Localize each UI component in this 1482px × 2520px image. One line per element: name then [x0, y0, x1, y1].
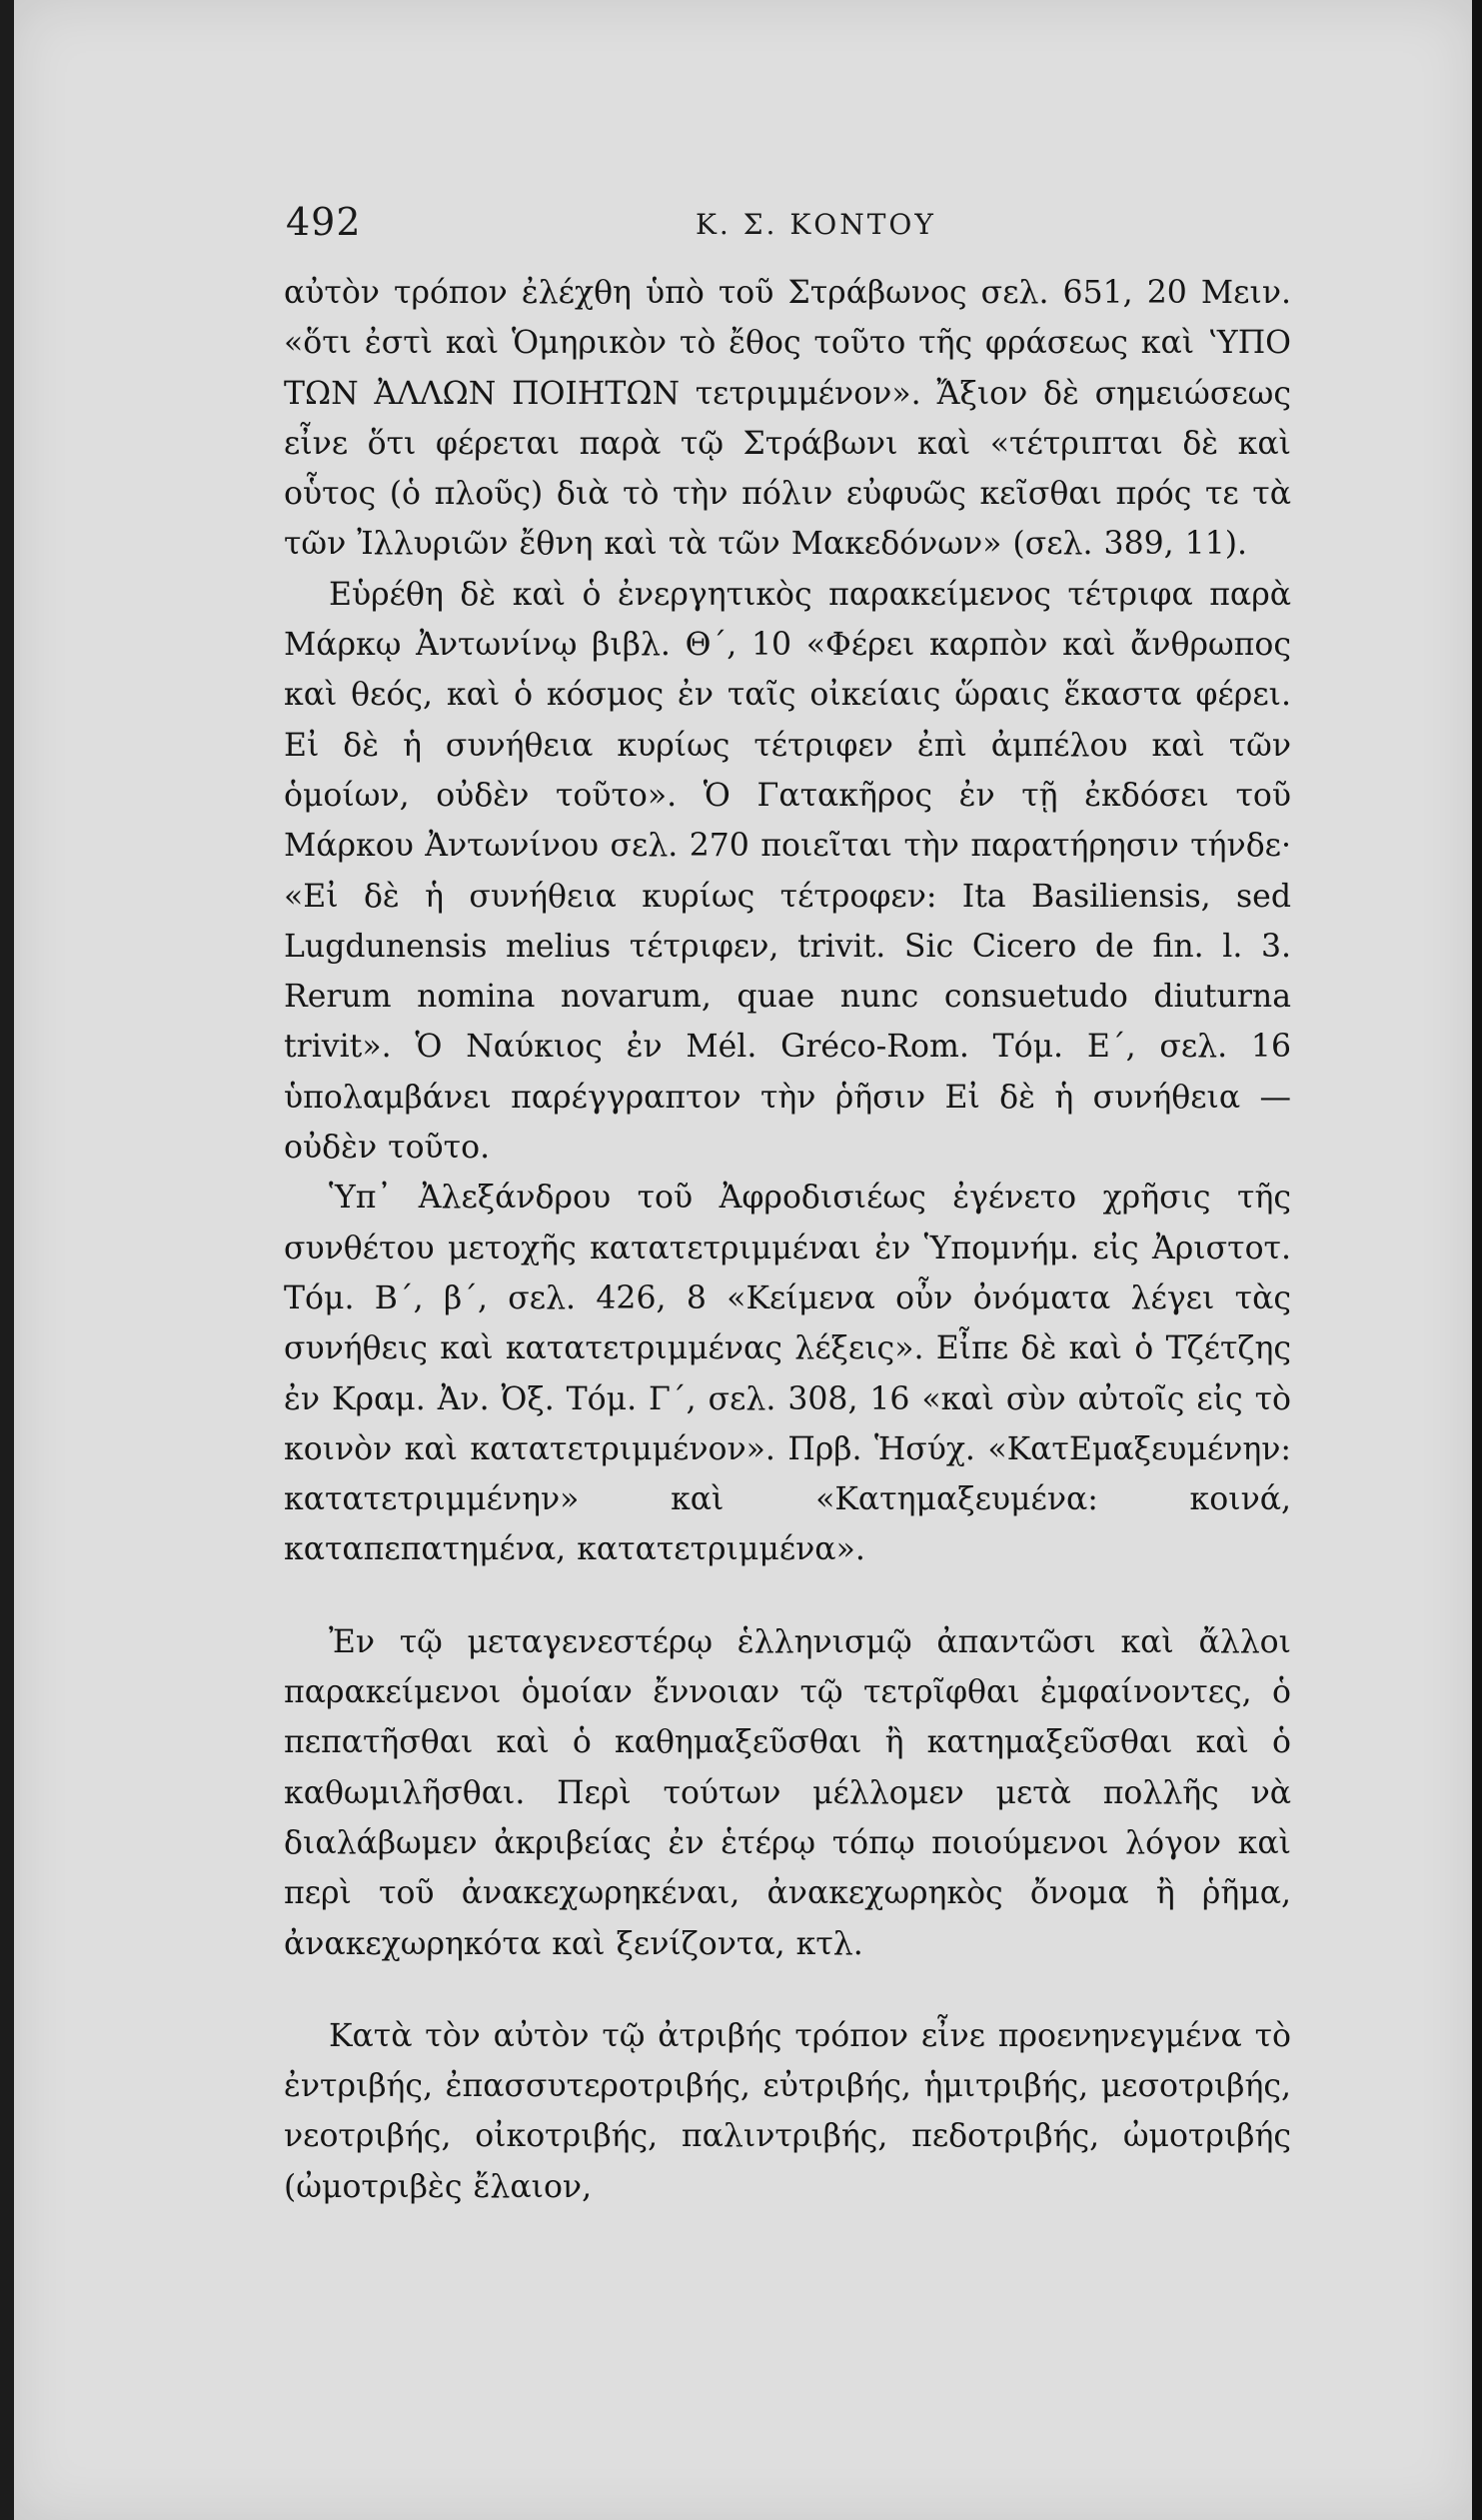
paragraph-2: Εὑρέθη δὲ καὶ ὁ ἐνεργητικὸς παρακείμενος τέτριφα παρὰ Μάρκῳ Ἀντωνίνῳ βιβλ. Θ΄, 10 «Φέρει καρπὸν καὶ ἄνθρωπος καὶ θεός, καὶ ὁ κόσμος ἐν ταῖς οἰκείαις ὥραις ἕκαστα φέρει. Εἰ δὲ ἡ συνήθεια κυρίως τέτριφεν ἐπὶ ἀμπέλου καὶ τῶν ὁμοίων, οὐδὲν τοῦτο». Ὁ Γατακῆρος ἐν τῇ ἐκδόσει τοῦ Μάρκου Ἀντωνίνου σελ. 270 ποιεῖται τὴν παρατήρησιν τήνδε· «Εἰ δὲ ἡ συνήθεια κυρίως τέτροφεν: Ita Basiliensis, sed Lugdunensis melius τέτριφεν, trivit. Sic Cicero de fin. l. 3. Rerum nomina novarum, quae nunc consuetudo diuturna trivit». Ὁ Ναύκιος ἐν Mél. Gréco-Rom. Τόμ. Ε΄, σελ. 16 ὑπολαμβάνει παρέγγραπτον τὴν ῥῆσιν Εἰ δὲ ἡ συνήθεια — οὐδὲν τοῦτο.	[284, 576, 1291, 1167]
page-edge-shadow	[1472, 0, 1482, 2520]
page-body	[284, 268, 1291, 2212]
page-number: 492	[286, 200, 362, 244]
running-head: Κ. Σ. ΚΟΝΤΟΥ	[696, 208, 936, 241]
paragraph-4: Ἐν τῷ μεταγενεστέρῳ ἑλληνισμῷ ἀπαντῶσι καὶ ἄλλοι παρακείμενοι ὁμοίαν ἔννοιαν τῷ τετρῖφθαι ἐμφαίνοντες, ὁ πεπατῆσθαι καὶ ὁ καθημαξεῦσθαι ἢ κατημαξεῦσθαι καὶ ὁ καθωμιλῆσθαι. Περὶ τούτων μέλλομεν μετὰ πολλῆς νὰ διαλάβωμεν ἀκριβείας ἐν ἑτέρῳ τόπῳ ποιούμενοι λόγον καὶ περὶ τοῦ ἀνακεχωρηκέναι, ἀνακεχωρηκὸς ὄνομα ἢ ῥῆμα, ἀνακεχωρηκότα καὶ ξενίζοντα, κτλ.	[284, 1623, 1291, 1962]
page-header	[286, 200, 1245, 250]
paragraph-3: Ὑπ᾽ Ἀλεξάνδρου τοῦ Ἀφροδισιέως ἐγένετο χρῆσις τῆς συνθέτου μετοχῆς κατατετριμμέναι ἐν Ὑπομνήμ. εἰς Ἀριστοτ. Τόμ. Β΄, β΄, σελ. 426, 8 «Κείμενα οὖν ὀνόματα λέγει τὰς συνήθεις καὶ κατατετριμμένας λέξεις». Εἶπε δὲ καὶ ὁ Τζέτζης ἐν Κραμ. Ἀν. Ὀξ. Τόμ. Γ΄, σελ. 308, 16 «καὶ σὺν αὐτοῖς εἰς τὸ κοινὸν καὶ κατατετριμμένον». Πρβ. Ἡσύχ. «ΚατΕμαξευμένην: κατατετριμμένην» καὶ «Κατημαξευμένα: κοινά, καταπεπατημένα, κατατετριμμένα».	[284, 1180, 1291, 1568]
paragraph-1: αὐτὸν τρόπον ἐλέχθη ὑπὸ τοῦ Στράβωνος σελ. 651, 20 Μειν. «ὅτι ἐστὶ καὶ Ὁμηρικὸν τὸ ἔθος τοῦτο τῆς φράσεως καὶ ʽΥΠΟ ΤΩΝ ἈΛΛΩΝ ΠΟΙΗΤΩΝ τετριμμένον». Ἄξιον δὲ σημειώσεως εἶνε ὅτι φέρεται παρὰ τῷ Στράβωνι καὶ «τέτριπται δὲ καὶ οὗτος (ὁ πλοῦς) διὰ τὸ τὴν πόλιν εὐφυῶς κεῖσθαι πρός τε τὰ τῶν Ἰλλυριῶν ἔθνη καὶ τὰ τῶν Μακεδόνων» (σελ. 389, 11).	[284, 275, 1291, 563]
book-page	[14, 0, 1475, 2520]
paragraph-5: Κατὰ τὸν αὐτὸν τῷ ἀτριβής τρόπον εἶνε προενηνεγμένα τὸ ἐντριβής, ἐπασσυτεροτριβής, εὐτριβής, ἡμιτριβής, μεσοτριβής, νεοτριβής, οἰκοτριβής, παλιντριβής, πεδοτριβής, ὠμοτριβής (ὠμοτριβὲς ἔλαιον,	[284, 2017, 1291, 2205]
